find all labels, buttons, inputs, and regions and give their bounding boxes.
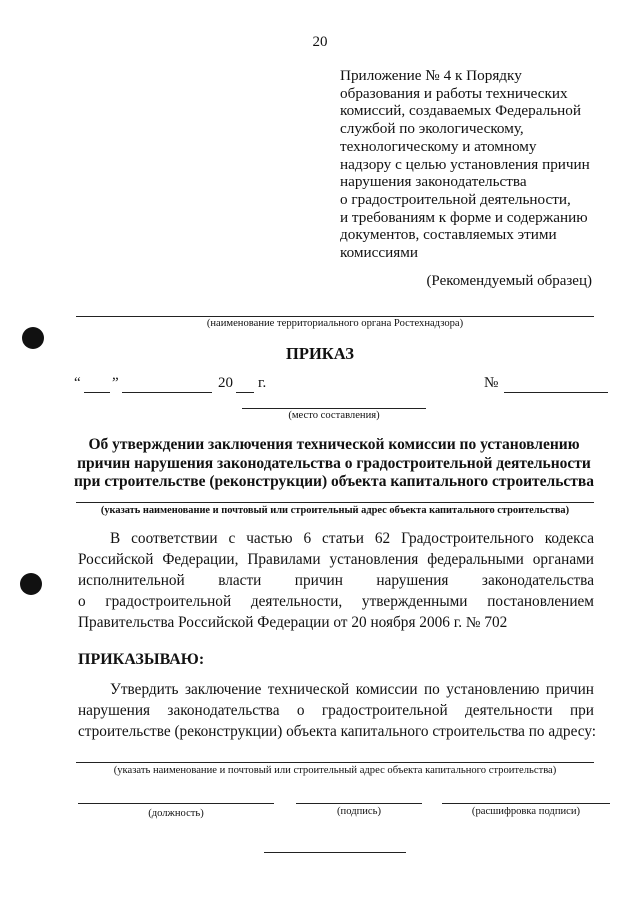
heading-line: при строительстве (реконструкции) объекта капитального строительства (74, 473, 595, 490)
appendix-line: нарушения законодательства (340, 173, 527, 191)
date-close-quote: ” (112, 375, 119, 391)
appendix-line: технологическому и атомному (340, 137, 537, 155)
decryption-caption: (расшифровка подписи) (471, 806, 581, 817)
order-body-line: нарушения законодательства о градостроительной деятельности при (78, 702, 594, 719)
appendix-line: службой по экологическому, (340, 120, 524, 138)
appendix-reference (340, 67, 610, 262)
authority-caption: (наименование территориального органа Ростехнадзора) (206, 318, 464, 329)
heading-line: причин нарушения законодательства о градостроительной деятельности (77, 454, 591, 472)
signature-caption: (подпись) (337, 806, 381, 817)
preamble-line: Правительства Российской Федерации от 20 ноября 2006 г. № 702 (78, 614, 508, 631)
appendix-line: комиссиями (340, 244, 418, 262)
preamble-line: исполнительной власти причин нарушения законодательства (78, 572, 594, 589)
decryption-line (442, 803, 610, 804)
preamble-line: о градостроительной деятельности, утвержденными постановлением (78, 593, 594, 610)
order-body-paragraph (78, 679, 597, 742)
year-blank (236, 392, 254, 393)
year-suffix: г. (258, 375, 267, 391)
object-address-line (76, 762, 594, 763)
date-open-quote: “ (74, 375, 81, 391)
preamble-paragraph (78, 528, 594, 633)
appendix-line: образования и работы технических (340, 84, 568, 102)
month-blank (122, 392, 212, 393)
position-line (78, 803, 274, 804)
preamble-line: Российской Федерации, Правилами установления федеральными органами (78, 551, 594, 568)
object-caption: (указать наименование и почтовый или строительный адрес объекта капитального строительства) (113, 765, 557, 776)
preamble-line: В соответствии с частью 6 статьи 62 Градостроительного кодекса (110, 530, 594, 547)
recommended-sample-note: (Рекомендуемый образец) (426, 273, 592, 289)
appendix-line: документов, составляемых этими (340, 226, 557, 244)
order-heading (74, 436, 594, 492)
page-number: 20 (312, 34, 328, 50)
order-number-blank (504, 392, 608, 393)
appendix-line: о градостроительной деятельности, (340, 190, 571, 208)
object-address-line-top (76, 502, 594, 503)
appendix-line: Приложение № 4 к Порядку (340, 67, 522, 84)
place-line (242, 408, 426, 409)
appendix-line: надзору с целью установления причин (340, 155, 590, 173)
orders-word: ПРИКАЗЫВАЮ: (78, 651, 205, 668)
order-body-line: Утвердить заключение технической комиссии по установлению причин (110, 681, 594, 698)
appendix-line: и требованиям к форме и содержанию (340, 208, 588, 226)
position-caption: (должность) (148, 808, 204, 819)
year-prefix: 20 (218, 375, 233, 391)
closing-separator (264, 852, 406, 853)
authority-name-line (76, 316, 594, 317)
object-caption-bold: (указать наименование и почтовый или строительный адрес объекта капитального строительства) (100, 505, 570, 516)
order-body-line: строительстве (реконструкции) объекта капитального строительства по адресу: (78, 723, 597, 740)
place-caption: (место составления) (288, 410, 380, 421)
order-title: ПРИКАЗ (286, 344, 354, 363)
appendix-line: комиссий, создаваемых Федеральной (340, 102, 581, 120)
signature-line (296, 803, 422, 804)
day-blank (84, 392, 110, 393)
punch-hole-bottom (20, 573, 42, 595)
number-sign: № (484, 375, 499, 391)
heading-line: Об утверждении заключения технической комиссии по установлению (88, 436, 580, 453)
